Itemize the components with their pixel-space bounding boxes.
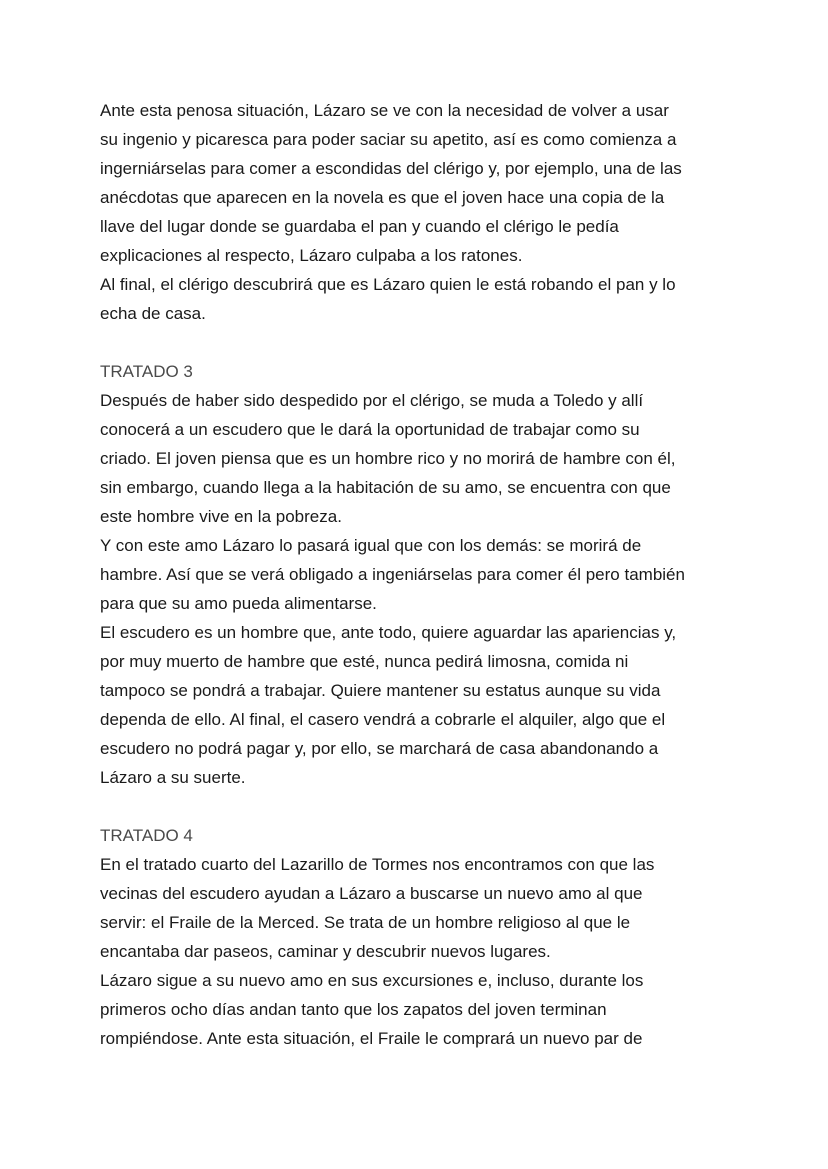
text-line: su ingenio y picaresca para poder saciar su apetito, así es como comienza a <box>100 130 677 149</box>
text-line: tampoco se pondrá a trabajar. Quiere mantener su estatus aunque su vida <box>100 681 661 700</box>
text-line: ingerniárselas para comer a escondidas del clérigo y, por ejemplo, una de las <box>100 159 682 178</box>
text-line: criado. El joven piensa que es un hombre rico y no morirá de hambre con él, <box>100 449 676 468</box>
text-line: hambre. Así que se verá obligado a ingeniárselas para comer él pero también <box>100 565 685 584</box>
text-line: anécdotas que aparecen en la novela es que el joven hace una copia de la <box>100 188 665 207</box>
text-line: rompiéndose. Ante esta situación, el Fraile le comprará un nuevo par de <box>100 1029 643 1048</box>
tratado-4-section <box>100 821 740 1053</box>
text-line: encantaba dar paseos, caminar y descubrir nuevos lugares. <box>100 942 551 961</box>
text-line: este hombre vive en la pobreza. <box>100 507 342 526</box>
section-heading: TRATADO 3 <box>100 362 193 381</box>
intro-paragraph <box>100 96 740 328</box>
text-line: explicaciones al respecto, Lázaro culpaba a los ratones. <box>100 246 523 265</box>
text-line: escudero no podrá pagar y, por ello, se marchará de casa abandonando a <box>100 739 659 758</box>
paragraph-spacer <box>100 328 740 357</box>
text-line: En el tratado cuarto del Lazarillo de Tormes nos encontramos con que las <box>100 855 655 874</box>
text-line: Lázaro sigue a su nuevo amo en sus excursiones e, incluso, durante los <box>100 971 644 990</box>
text-line: llave del lugar donde se guardaba el pan y cuando el clérigo le pedía <box>100 217 619 236</box>
text-line: sin embargo, cuando llega a la habitación de su amo, se encuentra con que <box>100 478 671 497</box>
text-line: por muy muerto de hambre que esté, nunca pedirá limosna, comida ni <box>100 652 629 671</box>
paragraph-spacer <box>100 792 740 821</box>
text-line: El escudero es un hombre que, ante todo, quiere aguardar las apariencias y, <box>100 623 677 642</box>
text-line: servir: el Fraile de la Merced. Se trata de un hombre religioso al que le <box>100 913 631 932</box>
text-line: Y con este amo Lázaro lo pasará igual que con los demás: se morirá de <box>100 536 642 555</box>
text-line: Al final, el clérigo descubrirá que es Lázaro quien le está robando el pan y lo <box>100 275 676 294</box>
text-line: Después de haber sido despedido por el clérigo, se muda a Toledo y allí <box>100 391 644 410</box>
section-heading: TRATADO 4 <box>100 826 193 845</box>
text-line: Lázaro a su suerte. <box>100 768 246 787</box>
text-line: para que su amo pueda alimentarse. <box>100 594 377 613</box>
text-line: Ante esta penosa situación, Lázaro se ve con la necesidad de volver a usar <box>100 101 669 120</box>
text-line: vecinas del escudero ayudan a Lázaro a buscarse un nuevo amo al que <box>100 884 643 903</box>
text-line: conocerá a un escudero que le dará la oportunidad de trabajar como su <box>100 420 640 439</box>
text-line: dependa de ello. Al final, el casero vendrá a cobrarle el alquiler, algo que el <box>100 710 666 729</box>
text-line: primeros ocho días andan tanto que los zapatos del joven terminan <box>100 1000 607 1019</box>
tratado-3-section <box>100 357 740 792</box>
text-line: echa de casa. <box>100 304 206 323</box>
document-body <box>100 96 740 1053</box>
